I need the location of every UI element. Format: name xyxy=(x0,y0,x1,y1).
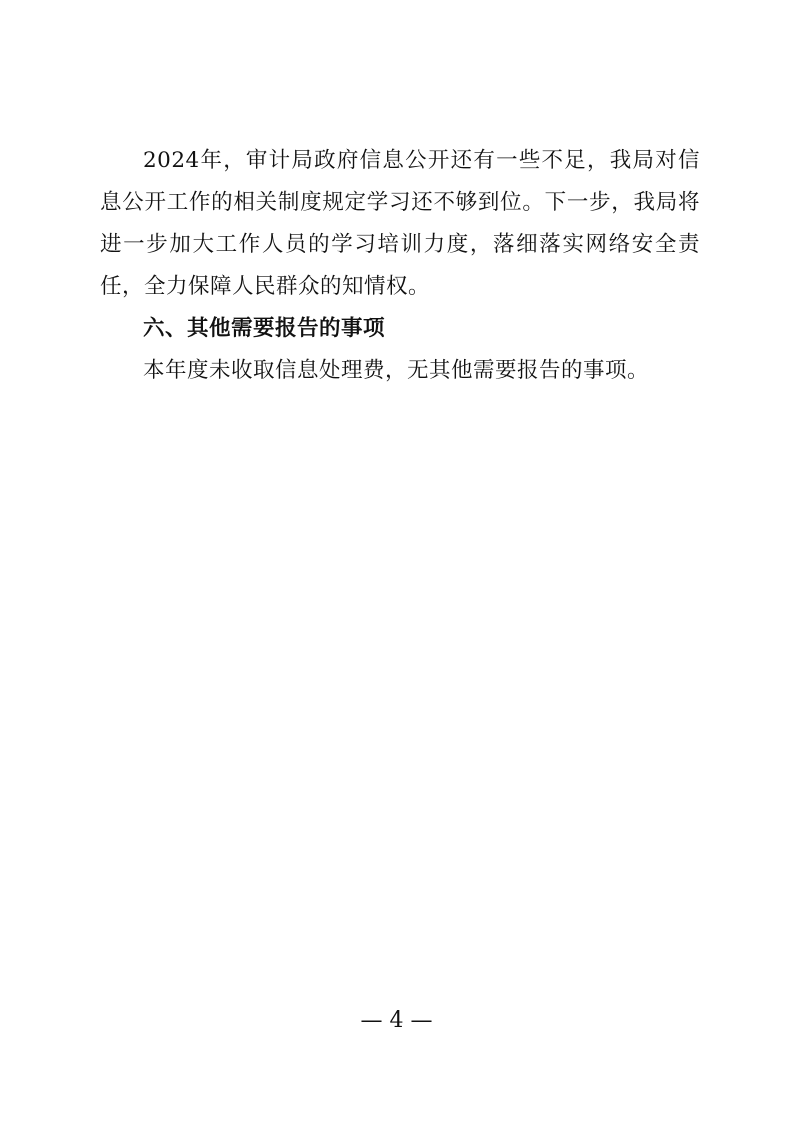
page-number: — 4 — xyxy=(360,1008,433,1033)
section-heading-other-matters: 六、其他需要报告的事项 xyxy=(143,316,386,341)
paragraph-no-fees: 本年度未收取信息处理费，无其他需要报告的事项。 xyxy=(143,358,650,383)
paragraph-shortcomings: 2024年，审计局政府信息公开还有一些不足，我局对信息公开工作的相关制度规定学习还不够到位。下一步，我局将进一步加大工作人员的学习培训力度，落细落实网络安全责任，全力保障人民群众的知情权。 xyxy=(100,148,700,299)
document-body xyxy=(100,140,700,392)
